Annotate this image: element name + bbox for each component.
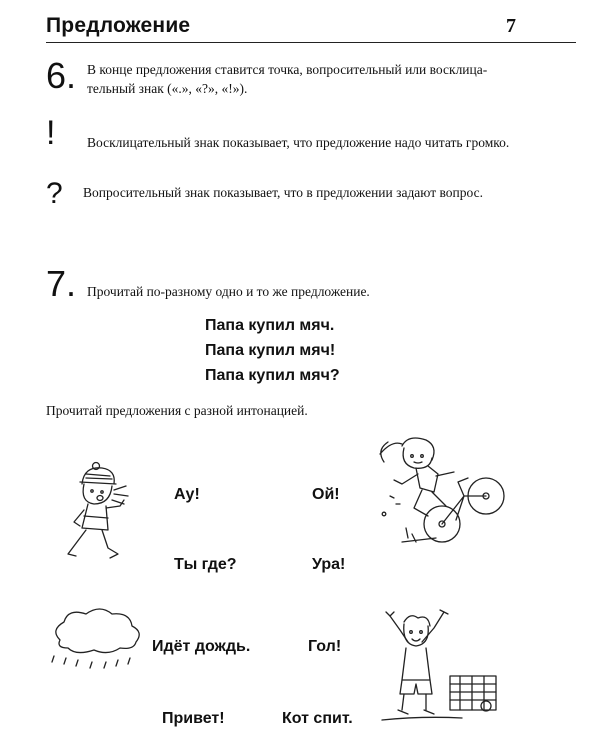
question-symbol: ? — [46, 177, 63, 210]
intonation-instruction: Прочитай предложения с разной интонацией. — [46, 403, 308, 418]
phrase-rain: Идёт дождь. — [152, 638, 251, 655]
section-7-instruction: Прочитай по-разному одно и то же предложение. — [87, 284, 370, 299]
boy-goal-celebration-icon — [382, 610, 502, 740]
phrase-ura: Ура! — [312, 556, 346, 573]
sentence-question: Папа купил мяч? — [205, 367, 340, 384]
exclamation-symbol: ! — [46, 114, 56, 152]
exclamation-text: Восклицательный знак показывает, что предложение надо читать громко. — [87, 135, 510, 150]
boy-falling-bike-icon — [372, 434, 512, 554]
phrase-ty-gde: Ты где? — [174, 556, 237, 573]
phrase-privet: Привет! — [162, 710, 225, 727]
section-6-line-1: В конце предложения ставится точка, вопросительный или восклица- — [87, 62, 488, 77]
section-6-line-2: тельный знак («.», «?», «!»). — [87, 81, 248, 96]
sentence-exclamation: Папа купил мяч! — [205, 342, 336, 359]
phrase-oy: Ой! — [312, 486, 340, 503]
sentence-statement: Папа купил мяч. — [205, 317, 335, 334]
section-6-rule-text — [87, 60, 557, 98]
page-number: 7 — [506, 15, 516, 37]
phrase-kot-spit: Кот спит. — [282, 710, 353, 727]
header-rule — [46, 42, 576, 43]
section-6-number: 6. — [46, 55, 77, 96]
section-7-number: 7. — [46, 263, 77, 304]
phrase-gol: Гол! — [308, 638, 342, 655]
question-text: Вопросительный знак показывает, что в предложении задают вопрос. — [83, 185, 483, 200]
phrase-au: Ау! — [174, 486, 200, 503]
rain-cloud-icon — [50, 606, 146, 676]
page-title: Предложение — [46, 14, 191, 37]
child-calling-icon — [62, 462, 142, 572]
